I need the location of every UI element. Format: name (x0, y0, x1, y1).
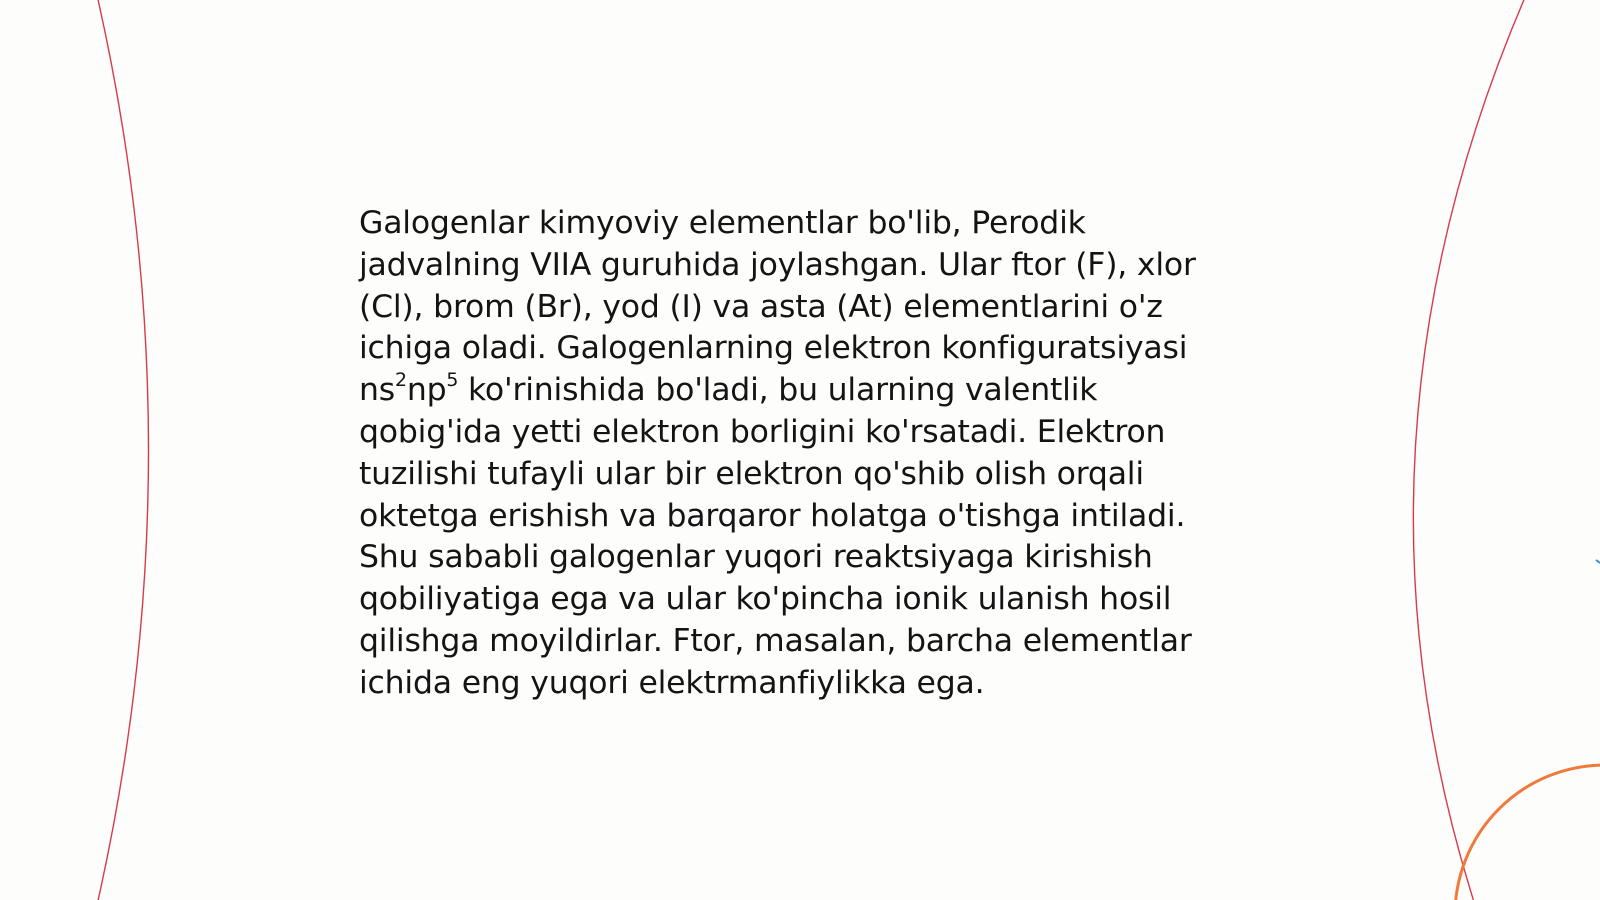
formula-ns: ns (359, 372, 395, 409)
paragraph-line: tuzilishi tufayli ular bir elektron qo'shib olish orqali (359, 455, 1144, 492)
paragraph-line: ichida eng yuqori elektrmanfiylikka ega. (359, 664, 985, 701)
formula-rest: ko'rinishida bo'ladi, bu ularning valentlik (458, 372, 1098, 409)
formula-np: np (406, 372, 447, 409)
paragraph-line: oktetga erishish va barqaror holatga o'tishga intiladi. (359, 497, 1186, 534)
paragraph-line: Galogenlar kimyoviy elementlar bo'lib, Perodik (359, 205, 1086, 241)
paragraph-line: (Cl), brom (Br), yod (I) va asta (At) elementlarini o'z (359, 288, 1163, 325)
paragraph-line: ichiga oladi. Galogenlarning elektron konfiguratsiyasi (359, 330, 1188, 367)
body-paragraph (359, 203, 1259, 705)
paragraph-line: jadvalning VIIA guruhida joylashgan. Ular ftor (F), xlor (359, 246, 1196, 283)
superscript-2: 2 (394, 369, 407, 392)
edge-mark (1596, 560, 1600, 563)
paragraph-line: qilishga moyildirlar. Ftor, masalan, barcha elementlar (359, 622, 1192, 659)
paragraph-line: qobig'ida yetti elektron borligini ko'rsatadi. Elektron (359, 413, 1166, 450)
right-curve-line (1413, 0, 1526, 900)
paragraph-line-formula (359, 370, 1259, 412)
paragraph-line: Shu sababli galogenlar yuqori reaktsiyaga kirishish (359, 539, 1153, 576)
corner-circle-outline (1455, 765, 1600, 900)
superscript-5: 5 (446, 369, 459, 392)
left-curve-line (97, 0, 149, 900)
paragraph-line: qobiliyatiga ega va ular ko'pincha ionik ulanish hosil (359, 581, 1172, 618)
